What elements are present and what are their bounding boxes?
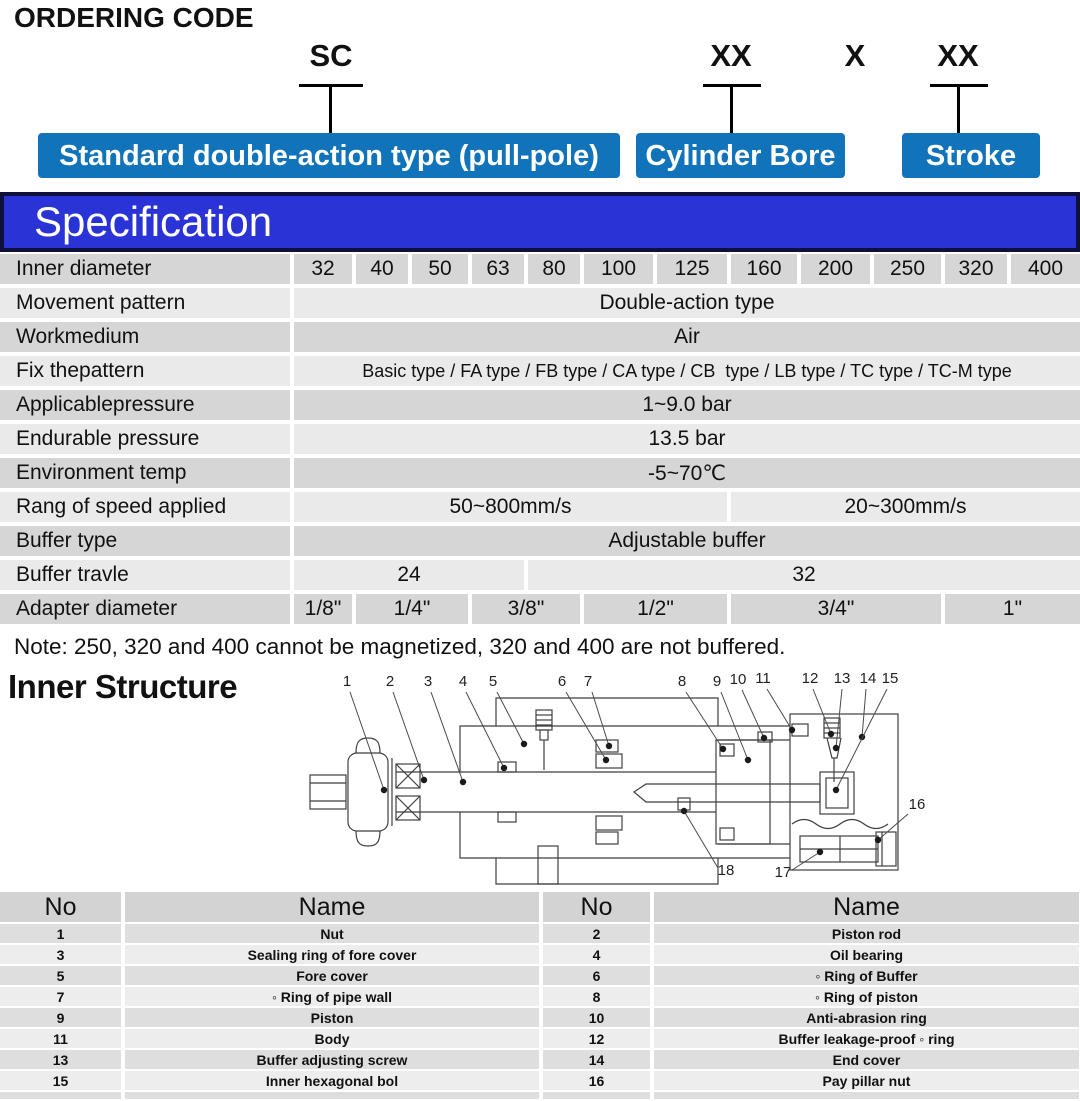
parts-cell: Fore cover: [125, 966, 539, 985]
callout-17: 17: [774, 864, 792, 881]
spec-cell: 1/8": [294, 594, 352, 624]
parts-cell: Piston rod: [654, 924, 1079, 943]
parts-cell: 10: [543, 1008, 650, 1027]
spec-row-label: Workmedium: [0, 322, 290, 352]
page-title: ORDERING CODE: [14, 2, 254, 33]
parts-cell: 12: [543, 1029, 650, 1048]
parts-cell: 15: [0, 1071, 121, 1090]
code-bore-xx: XX: [710, 38, 752, 73]
spec-cell: 40: [356, 254, 408, 284]
spec-cell: 1/4": [356, 594, 468, 624]
code-x-separator: X: [844, 38, 866, 73]
inner-structure-heading: Inner Structure: [8, 668, 238, 705]
parts-cell: ◦ Ring of pipe wall: [125, 987, 539, 1006]
spec-cell: 13.5 bar: [294, 424, 1080, 454]
parts-header-cell: No: [0, 892, 121, 922]
spec-cell: 250: [874, 254, 941, 284]
spec-row-label: Rang of speed applied: [0, 492, 290, 522]
parts-cell: Piston: [125, 1008, 539, 1027]
callout-15: 15: [881, 670, 899, 687]
parts-cell: 13: [0, 1050, 121, 1069]
callout-1: 1: [342, 673, 352, 690]
spec-cell: Double-action type: [294, 288, 1080, 318]
callout-2: 2: [385, 673, 395, 690]
spec-row-label: Environment temp: [0, 458, 290, 488]
callout-13: 13: [833, 670, 851, 687]
cylinder-cross-section: [310, 698, 898, 884]
spec-cell: 3/8": [472, 594, 580, 624]
parts-header-cell: Name: [654, 892, 1079, 922]
spec-row-label: Applicablepressure: [0, 390, 290, 420]
callout-14: 14: [859, 670, 877, 687]
parts-cell: End cover: [654, 1050, 1079, 1069]
spec-cell: 24: [294, 560, 524, 590]
parts-cell: Anti-abrasion ring: [654, 1008, 1079, 1027]
parts-cell: Nut: [125, 924, 539, 943]
parts-cell: 9: [0, 1008, 121, 1027]
callout-8: 8: [677, 673, 687, 690]
parts-cell: Buffer leakage-proof ◦ ring: [654, 1029, 1079, 1048]
code-stroke-xx: XX: [937, 38, 979, 73]
parts-cell: Inner hexagonal bol: [125, 1071, 539, 1090]
specification-table: [0, 254, 1080, 624]
parts-cell: 3: [0, 945, 121, 964]
spec-cell: 1": [945, 594, 1080, 624]
parts-cell: Sealing ring of fore cover: [125, 945, 539, 964]
spec-cell: 400: [1011, 254, 1080, 284]
callout-12: 12: [801, 670, 819, 687]
parts-cell-partial: [543, 1092, 650, 1099]
callout-16: 16: [908, 796, 926, 813]
specification-banner: Specification: [0, 192, 1080, 252]
spec-row-label: Movement pattern: [0, 288, 290, 318]
spec-cell: 80: [528, 254, 580, 284]
parts-table: [0, 892, 1080, 1099]
spec-cell: 200: [801, 254, 870, 284]
callout-18: 18: [717, 862, 735, 879]
parts-cell: Oil bearing: [654, 945, 1079, 964]
parts-cell: 1: [0, 924, 121, 943]
parts-cell: ◦ Ring of piston: [654, 987, 1079, 1006]
code-sc: SC: [309, 38, 353, 73]
spec-cell: 100: [584, 254, 653, 284]
callout-5: 5: [488, 673, 498, 690]
parts-cell: Body: [125, 1029, 539, 1048]
spec-cell: 1~9.0 bar: [294, 390, 1080, 420]
spec-row-label: Buffer travle: [0, 560, 290, 590]
spec-cell: -5~70℃: [294, 458, 1080, 488]
spec-cell: 50: [412, 254, 468, 284]
inner-structure-diagram: [300, 656, 960, 893]
spec-cell: 32: [294, 254, 352, 284]
parts-cell: 6: [543, 966, 650, 985]
parts-cell: 16: [543, 1071, 650, 1090]
spec-cell: 3/4": [731, 594, 941, 624]
spec-cell: 125: [657, 254, 727, 284]
callout-9: 9: [712, 673, 722, 690]
spec-row-label: Adapter diameter: [0, 594, 290, 624]
callout-11: 11: [755, 670, 771, 687]
callout-10: 10: [729, 671, 747, 688]
code-stroke-connector: [957, 87, 960, 133]
parts-cell-partial: [0, 1092, 121, 1099]
parts-cell: 4: [543, 945, 650, 964]
spec-cell: Basic type / FA type / FB type / CA type / CB type / LB type / TC type / TC-M type: [294, 356, 1080, 386]
spec-cell: 20~300mm/s: [731, 492, 1080, 522]
spec-cell: 160: [731, 254, 797, 284]
parts-cell: Buffer adjusting screw: [125, 1050, 539, 1069]
parts-header-cell: Name: [125, 892, 539, 922]
parts-cell: 7: [0, 987, 121, 1006]
note-text: Note: 250, 320 and 400 cannot be magnetized, 320 and 400 are not buffered.: [14, 634, 786, 659]
spec-cell: 1/2": [584, 594, 727, 624]
parts-cell-partial: [125, 1092, 539, 1099]
callout-4: 4: [458, 673, 468, 690]
code-sc-connector: [329, 87, 332, 133]
spec-cell: Adjustable buffer: [294, 526, 1080, 556]
label-box-standard-type: Standard double-action type (pull-pole): [38, 133, 620, 178]
label-box-stroke: Stroke: [902, 133, 1040, 178]
spec-cell: 32: [528, 560, 1080, 590]
parts-cell: 8: [543, 987, 650, 1006]
parts-cell: 11: [0, 1029, 121, 1048]
spec-cell: 320: [945, 254, 1007, 284]
code-bore-connector: [730, 87, 733, 133]
parts-cell: 2: [543, 924, 650, 943]
parts-cell: 5: [0, 966, 121, 985]
spec-cell: 63: [472, 254, 524, 284]
label-box-cylinder-bore: Cylinder Bore: [636, 133, 845, 178]
spec-row-label: Inner diameter: [0, 254, 290, 284]
parts-cell-partial: [654, 1092, 1079, 1099]
parts-header-cell: No: [543, 892, 650, 922]
parts-cell: Pay pillar nut: [654, 1071, 1079, 1090]
spec-row-label: Fix thepattern: [0, 356, 290, 386]
spec-cell: Air: [294, 322, 1080, 352]
spec-row-label: Endurable pressure: [0, 424, 290, 454]
callout-6: 6: [557, 673, 567, 690]
callout-3: 3: [423, 673, 433, 690]
callout-7: 7: [583, 673, 593, 690]
parts-cell: 14: [543, 1050, 650, 1069]
spec-cell: 50~800mm/s: [294, 492, 727, 522]
spec-row-label: Buffer type: [0, 526, 290, 556]
parts-cell: ◦ Ring of Buffer: [654, 966, 1079, 985]
